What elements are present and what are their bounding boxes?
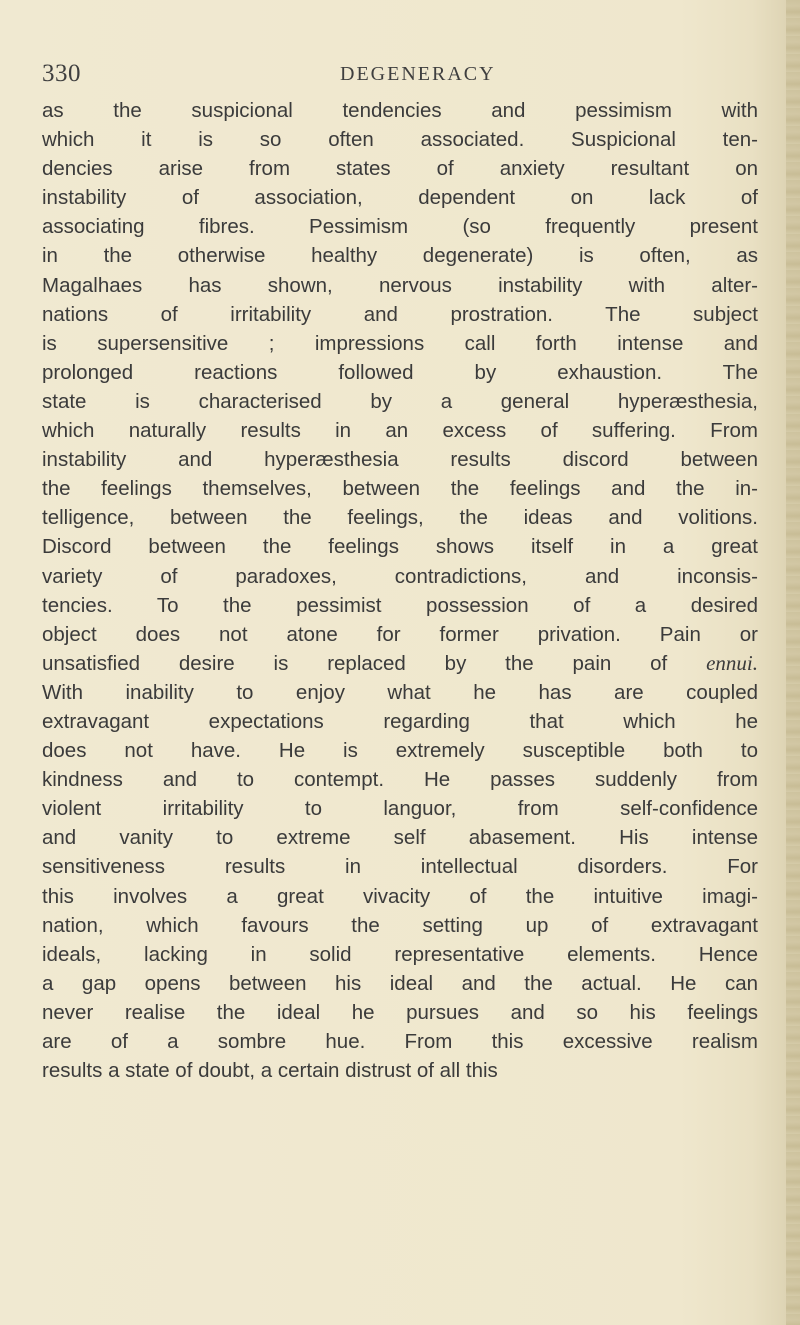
text-line: variety of paradoxes, contradictions, and inconsis- [42, 564, 758, 588]
text-line: With inability to enjoy what he has are coupled [42, 680, 758, 704]
text-line: instability of association, dependent on lack of [42, 186, 758, 210]
text-line: ideals, lacking in solid representative elements. Hence [42, 942, 758, 966]
text-line: object does not atone for former privation. Pain or [42, 622, 758, 646]
text-line: which it is so often associated. Suspicional ten- [42, 128, 758, 152]
page-edge-shadow [786, 0, 800, 1325]
text-line: a gap opens between his ideal and the actual. He can [42, 971, 758, 995]
page-number: 330 [42, 60, 81, 87]
text-line: is supersensitive ; impressions call forth intense and [42, 331, 758, 355]
text-line: instability and hyperæsthesia results discord between [42, 448, 758, 472]
text-line: nations of irritability and prostration. The subject [42, 302, 758, 326]
text-line: and vanity to extreme self abasement. His intense [42, 826, 758, 850]
text-line-with-italic [42, 649, 758, 678]
text-line: associating fibres. Pessimism (so frequently present [42, 215, 758, 239]
text-line: the feelings themselves, between the feelings and the in- [42, 477, 758, 501]
text-line: in the otherwise healthy degenerate) is often, as [42, 244, 758, 268]
page-header [42, 60, 742, 94]
text-line: nation, which favours the setting up of extravagant [42, 913, 758, 937]
text-line: sensitiveness results in intellectual disorders. For [42, 855, 758, 879]
text-line: does not have. He is extremely susceptible both to [42, 739, 758, 763]
text-line: Discord between the feelings shows itself in a great [42, 535, 758, 559]
text-line: state is characterised by a general hyperæsthesia, [42, 389, 758, 413]
italic-word: ennui. [706, 650, 758, 675]
running-head: DEGENERACY [340, 63, 496, 85]
text-segment: unsatisfied desire is replaced by the pain of [42, 651, 668, 675]
text-line: violent irritability to languor, from self-confidence [42, 797, 758, 821]
text-line: extravagant expectations regarding that which he [42, 709, 758, 733]
text-line: Magalhaes has shown, nervous instability with alter- [42, 273, 758, 297]
text-line: kindness and to contempt. He passes suddenly from [42, 768, 758, 792]
text-line: which naturally results in an excess of suffering. From [42, 419, 758, 443]
body-text [42, 96, 758, 1085]
text-line: telligence, between the feelings, the ideas and volitions. [42, 506, 758, 530]
text-line: this involves a great vivacity of the intuitive imagi- [42, 884, 758, 908]
text-line: results a state of doubt, a certain distrust of all this [42, 1059, 498, 1083]
text-line: tencies. To the pessimist possession of a desired [42, 593, 758, 617]
text-line: never realise the ideal he pursues and so his feelings [42, 1000, 758, 1024]
text-line: are of a sombre hue. From this excessive realism [42, 1030, 758, 1053]
text-line: as the suspicional tendencies and pessimism with [42, 99, 758, 122]
text-line: prolonged reactions followed by exhaustion. The [42, 360, 758, 384]
text-line: dencies arise from states of anxiety resultant on [42, 157, 758, 181]
